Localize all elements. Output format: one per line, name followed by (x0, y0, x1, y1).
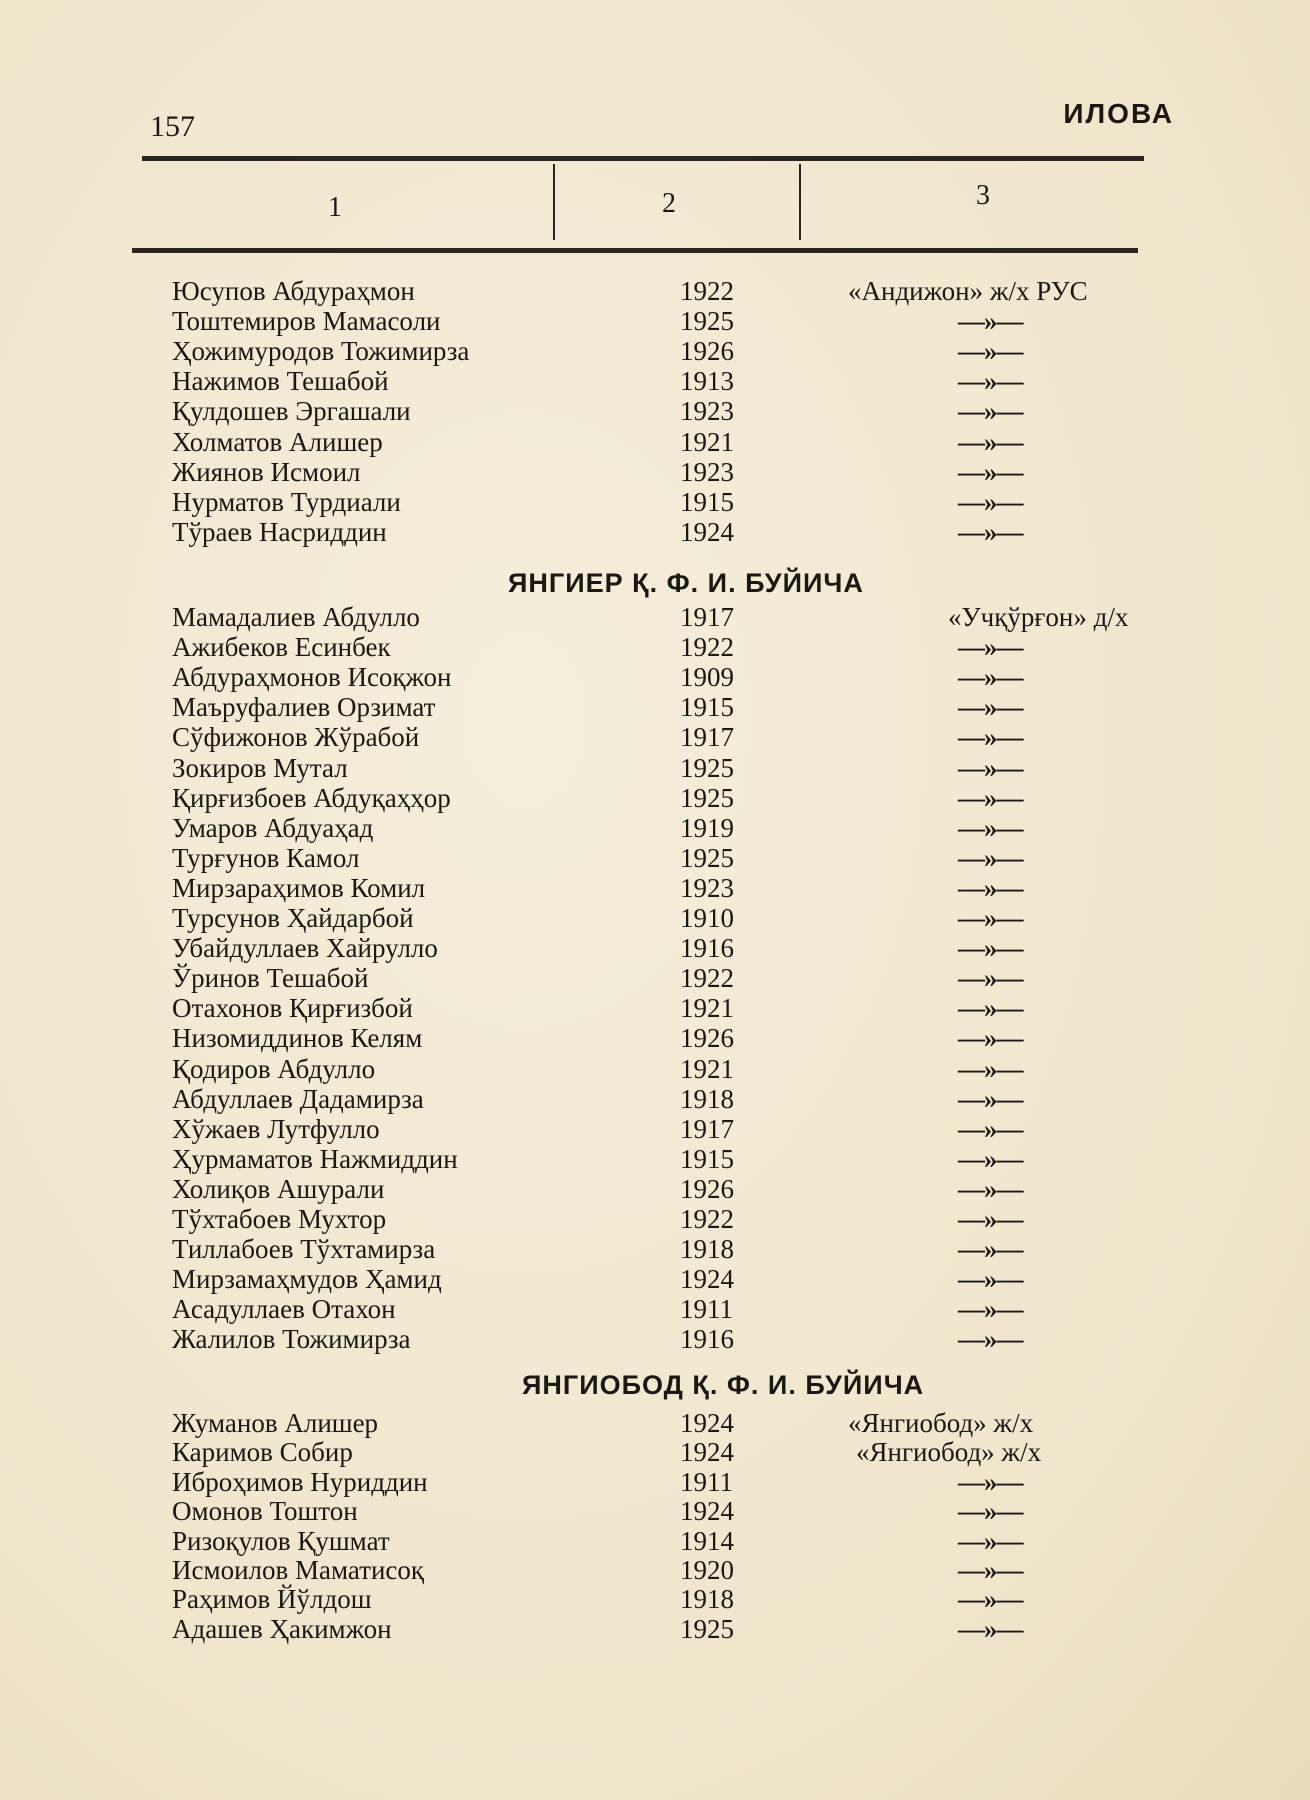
person-name: Ризоқулов Қушмат (172, 1525, 390, 1556)
place-name: —»— (958, 872, 1023, 903)
place-name: —»— (958, 1083, 1023, 1114)
birth-year: 1924 (680, 1408, 734, 1438)
column-header-3: 3 (976, 180, 990, 211)
person-name: Ўринов Тешабой (172, 963, 369, 994)
birth-year: 1921 (680, 426, 734, 457)
person-name: Омонов Тоштон (172, 1496, 358, 1527)
person-name: Юсупов Абдураҳмон (172, 276, 415, 306)
table-row (0, 933, 1310, 963)
birth-year: 1923 (680, 872, 734, 903)
column-header-2: 2 (662, 188, 676, 219)
column-separator (799, 164, 801, 240)
birth-year: 1924 (680, 1264, 734, 1295)
table-row (0, 427, 1310, 457)
birth-year: 1915 (680, 486, 734, 517)
place-name: —»— (958, 1613, 1023, 1644)
person-name: Исмоилов Маматисоқ (172, 1555, 425, 1585)
birth-year: 1917 (680, 722, 734, 753)
birth-year: 1925 (680, 752, 734, 783)
person-name: Тўхтабоев Мухтор (172, 1204, 387, 1234)
place-name: —»— (958, 842, 1023, 873)
table-row (0, 1204, 1310, 1234)
place-name: —»— (958, 993, 1023, 1024)
birth-year: 1910 (680, 903, 734, 933)
column-separator (553, 164, 555, 240)
place-name: —»— (958, 426, 1023, 457)
table-row (0, 1526, 1310, 1556)
table-row (0, 1294, 1310, 1324)
birth-year: 1922 (680, 632, 734, 663)
place-name: —»— (958, 1204, 1023, 1234)
place-name: —»— (958, 933, 1023, 964)
birth-year: 1923 (680, 396, 734, 427)
person-name: Холматов Алишер (172, 426, 383, 457)
table-row (0, 903, 1310, 933)
table-row (0, 457, 1310, 487)
person-name: Каримов Собир (172, 1437, 353, 1468)
person-name: Жуманов Алишер (172, 1408, 379, 1438)
person-name: Сўфижонов Жўрабой (172, 722, 420, 753)
place-name: —»— (958, 1324, 1023, 1355)
table-row (0, 1324, 1310, 1354)
person-name: Хўжаев Лутфулло (172, 1113, 380, 1144)
person-name: Нажимов Тешабой (172, 366, 389, 397)
place-name: —»— (958, 1525, 1023, 1556)
page-number: 157 (150, 110, 195, 143)
table-top-rule (142, 156, 1144, 161)
table-row (0, 1437, 1310, 1467)
person-name: Қирғизбоев Абдуқаҳҳор (172, 782, 451, 813)
person-name: Маъруфалиев Орзимат (172, 692, 436, 723)
table-row (0, 813, 1310, 843)
place-name: —»— (958, 632, 1023, 663)
birth-year: 1922 (680, 276, 734, 306)
place-name: «Янгиобод» ж/х (856, 1437, 1042, 1468)
place-name: —»— (958, 692, 1023, 723)
place-name: —»— (958, 782, 1023, 813)
person-name: Асадуллаев Отахон (172, 1294, 396, 1325)
place-name: —»— (958, 903, 1023, 933)
table-row (0, 487, 1310, 517)
person-name: Турғунов Камол (172, 842, 360, 873)
place-name: «Янгиобод» ж/х (848, 1408, 1034, 1438)
birth-year: 1923 (680, 456, 734, 487)
person-name: Умаров Абдуаҳад (172, 812, 374, 843)
person-name: Мирзамаҳмудов Ҳамид (172, 1264, 442, 1295)
birth-year: 1911 (680, 1294, 733, 1325)
place-name: «Учқўрғон» д/х (948, 602, 1129, 632)
table-row (0, 336, 1310, 366)
column-header-1: 1 (328, 192, 342, 223)
section-title: ЯНГИОБОД Қ. Ф. И. БУЙИЧА (522, 1370, 925, 1400)
place-name: —»— (958, 1264, 1023, 1295)
birth-year: 1909 (680, 662, 734, 693)
place-name: —»— (958, 722, 1023, 753)
table-row (0, 1144, 1310, 1174)
person-name: Ажибеков Есинбек (172, 632, 391, 663)
place-name: —»— (958, 662, 1023, 693)
place-name: —»— (958, 963, 1023, 994)
place-name: —»— (958, 1113, 1023, 1144)
person-name: Қодиров Абдулло (172, 1053, 376, 1084)
table-row (0, 692, 1310, 722)
birth-year: 1925 (680, 306, 734, 337)
table-row (0, 753, 1310, 783)
table-row (0, 722, 1310, 752)
birth-year: 1918 (680, 1234, 734, 1265)
place-name: —»— (958, 1173, 1023, 1204)
table-row (0, 1555, 1310, 1585)
person-name: Зокиров Мутал (172, 752, 348, 783)
birth-year: 1917 (680, 602, 734, 632)
birth-year: 1922 (680, 963, 734, 994)
person-name: Адашев Ҳакимжон (172, 1613, 392, 1644)
person-name: Қулдошев Эргашали (172, 396, 411, 427)
place-name: —»— (958, 1143, 1023, 1174)
person-name: Мамадалиев Абдулло (172, 602, 420, 632)
table-row (0, 1054, 1310, 1084)
person-name: Низомиддинов Келям (172, 1023, 423, 1054)
table-header-rule (132, 248, 1138, 253)
place-name: —»— (958, 306, 1023, 337)
person-name: Отахонов Қирғизбой (172, 993, 413, 1024)
table-row (0, 843, 1310, 873)
place-name: —»— (958, 396, 1023, 427)
person-name: Ҳурмаматов Нажмиддин (172, 1143, 458, 1174)
person-name: Ҳожимуродов Тожимирза (172, 336, 470, 367)
place-name: «Андижон» ж/х РУС (848, 276, 1088, 306)
table-row (0, 517, 1310, 547)
place-name: —»— (958, 366, 1023, 397)
birth-year: 1915 (680, 692, 734, 723)
birth-year: 1919 (680, 812, 734, 843)
birth-year: 1924 (680, 1496, 734, 1527)
birth-year: 1924 (680, 1437, 734, 1468)
table-row (0, 993, 1310, 1023)
birth-year: 1915 (680, 1143, 734, 1174)
table-row (0, 1264, 1310, 1294)
person-name: Абдуллаев Дадамирза (172, 1083, 424, 1114)
person-name: Раҳимов Йўлдош (172, 1584, 372, 1615)
table-row (0, 396, 1310, 426)
birth-year: 1926 (680, 336, 734, 367)
table-row (0, 602, 1310, 632)
birth-year: 1922 (680, 1204, 734, 1234)
table-row (0, 873, 1310, 903)
table-row (0, 1584, 1310, 1614)
birth-year: 1921 (680, 993, 734, 1024)
person-name: Мирзараҳимов Комил (172, 872, 426, 903)
birth-year: 1921 (680, 1053, 734, 1084)
section-title: ЯНГИЕР Қ. Ф. И. БУЙИЧА (508, 568, 864, 598)
birth-year: 1916 (680, 933, 734, 964)
person-name: Жалилов Тожимирза (172, 1324, 411, 1355)
birth-year: 1913 (680, 366, 734, 397)
birth-year: 1925 (680, 782, 734, 813)
place-name: —»— (958, 1466, 1023, 1497)
place-name: —»— (958, 1234, 1023, 1265)
birth-year: 1911 (680, 1466, 733, 1497)
place-name: —»— (958, 516, 1023, 547)
person-name: Тиллабоев Тўхтамирза (172, 1234, 436, 1265)
person-name: Жиянов Исмоил (172, 456, 361, 487)
place-name: —»— (958, 456, 1023, 487)
person-name: Холиқов Ашурали (172, 1173, 385, 1204)
birth-year: 1918 (680, 1584, 734, 1615)
table-row (0, 306, 1310, 336)
place-name: —»— (958, 812, 1023, 843)
table-row (0, 1408, 1310, 1438)
birth-year: 1924 (680, 516, 734, 547)
birth-year: 1920 (680, 1555, 734, 1585)
birth-year: 1926 (680, 1023, 734, 1054)
table-row (0, 1023, 1310, 1053)
place-name: —»— (958, 1294, 1023, 1325)
table-row (0, 1084, 1310, 1114)
birth-year: 1917 (680, 1113, 734, 1144)
table-row (0, 366, 1310, 396)
person-name: Тўраев Насриддин (172, 516, 387, 547)
table-row (0, 963, 1310, 993)
table-row (0, 662, 1310, 692)
place-name: —»— (958, 752, 1023, 783)
person-name: Турсунов Ҳайдарбой (172, 903, 414, 933)
birth-year: 1926 (680, 1173, 734, 1204)
birth-year: 1925 (680, 842, 734, 873)
birth-year: 1914 (680, 1525, 734, 1556)
person-name: Абдураҳмонов Исоқжон (172, 662, 452, 693)
table-row (0, 1467, 1310, 1497)
table-row (0, 1174, 1310, 1204)
table-row (0, 1114, 1310, 1144)
table-row (0, 1496, 1310, 1526)
person-name: Нурматов Турдиали (172, 486, 401, 517)
place-name: —»— (958, 1496, 1023, 1527)
birth-year: 1916 (680, 1324, 734, 1355)
table-row (0, 632, 1310, 662)
place-name: —»— (958, 1053, 1023, 1084)
table-row (0, 1614, 1310, 1644)
place-name: —»— (958, 1023, 1023, 1054)
table-row (0, 276, 1310, 306)
table-row (0, 783, 1310, 813)
place-name: —»— (958, 1584, 1023, 1615)
table-row (0, 1234, 1310, 1264)
place-name: —»— (958, 336, 1023, 367)
place-name: —»— (958, 486, 1023, 517)
person-name: Убайдуллаев Хайрулло (172, 933, 438, 964)
place-name: —»— (958, 1555, 1023, 1585)
birth-year: 1925 (680, 1613, 734, 1644)
birth-year: 1918 (680, 1083, 734, 1114)
person-name: Иброҳимов Нуриддин (172, 1466, 428, 1497)
person-name: Тоштемиров Мамасоли (172, 306, 441, 337)
running-head: ИЛОВА (1063, 98, 1174, 129)
